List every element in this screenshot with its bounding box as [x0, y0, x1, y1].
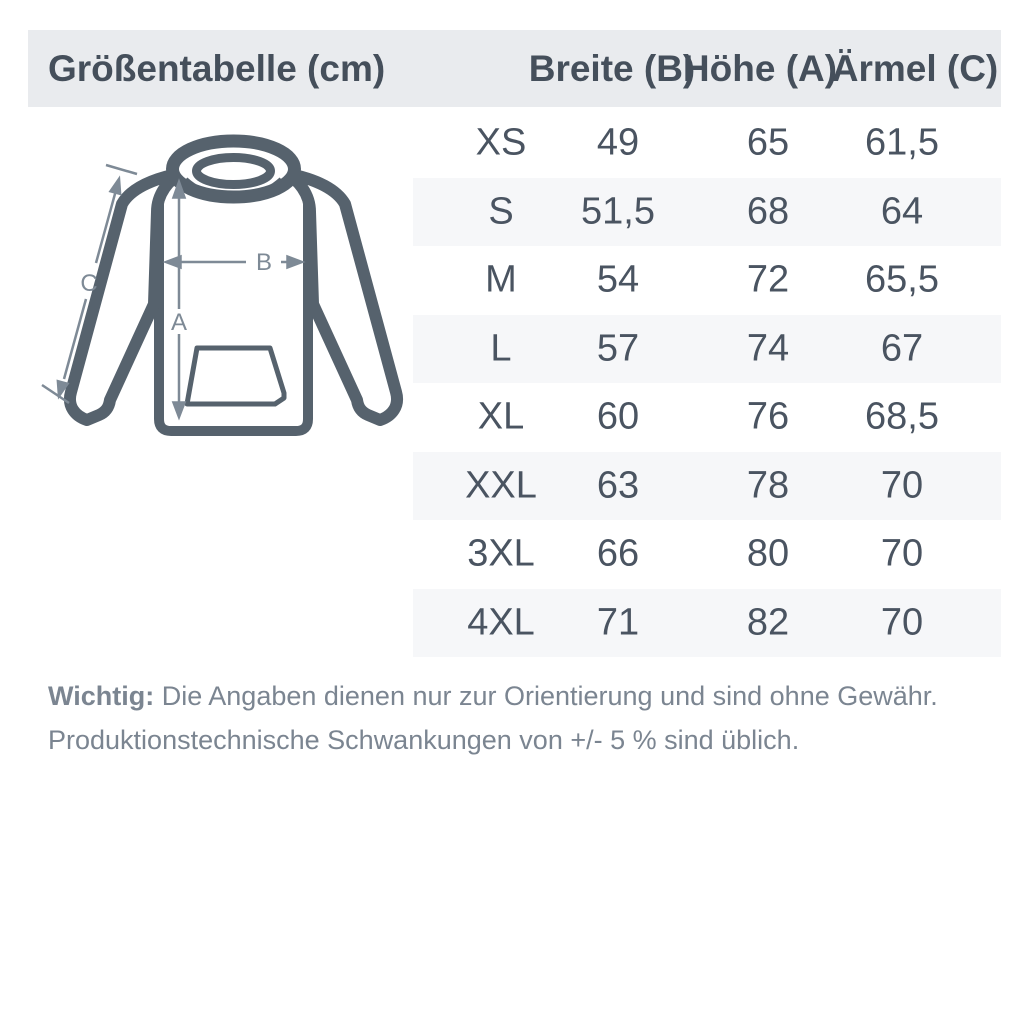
chart-title: Größentabelle (cm)	[48, 47, 386, 89]
breite-cell: 54	[596, 258, 640, 301]
size-cell: XXL	[465, 464, 537, 507]
hoehe-cell: 78	[746, 464, 790, 507]
aermel-cell: 68,5	[865, 395, 939, 438]
hoodie-diagram	[40, 120, 420, 450]
size-cell: 3XL	[467, 532, 535, 575]
table-row	[413, 178, 1001, 247]
size-cell: S	[488, 190, 514, 233]
aermel-cell: 61,5	[865, 121, 939, 164]
breite-cell: 66	[596, 532, 640, 575]
aermel-cell: 70	[880, 532, 924, 575]
table-row	[413, 246, 1001, 315]
size-cell: L	[490, 327, 512, 370]
breite-cell: 49	[596, 121, 640, 164]
size-table	[413, 109, 1001, 657]
aermel-cell: 65,5	[865, 258, 939, 301]
hood-inner	[197, 158, 271, 185]
table-row	[413, 315, 1001, 384]
disclaimer-line1: Die Angaben dienen nur zur Orientierung und sind ohne Gewähr.	[161, 681, 938, 711]
disclaimer-line2: Produktionstechnische Schwankungen von +/- 5 % sind üblich.	[48, 725, 800, 755]
table-row	[413, 452, 1001, 521]
hoehe-cell: 72	[746, 258, 790, 301]
aermel-cell: 67	[880, 327, 924, 370]
hoehe-cell: 68	[746, 190, 790, 233]
breite-cell: 71	[596, 601, 640, 644]
hoehe-cell: 82	[746, 601, 790, 644]
dimension-label-a: A	[170, 309, 188, 336]
hoehe-cell: 76	[746, 395, 790, 438]
breite-cell: 57	[596, 327, 640, 370]
hoehe-cell: 80	[746, 532, 790, 575]
breite-cell: 60	[596, 395, 640, 438]
table-row	[413, 109, 1001, 178]
hoehe-cell: 65	[746, 121, 790, 164]
aermel-cell: 70	[880, 601, 924, 644]
hoehe-cell: 74	[746, 327, 790, 370]
column-header-breite: Breite (B)	[528, 47, 696, 89]
size-cell: 4XL	[467, 601, 535, 644]
table-header-band	[28, 30, 1001, 107]
size-cell: XS	[475, 121, 527, 164]
disclaimer-label: Wichtig:	[48, 681, 155, 711]
dimension-label-b: B	[255, 249, 273, 276]
hoodie-pocket	[187, 348, 284, 404]
table-row	[413, 589, 1001, 658]
breite-cell: 51,5	[581, 190, 655, 233]
aermel-cell: 70	[880, 464, 924, 507]
table-row	[413, 520, 1001, 589]
column-header-hoehe: Höhe (A)	[682, 47, 838, 89]
aermel-cell: 64	[880, 190, 924, 233]
disclaimer-note	[48, 674, 978, 762]
table-row	[413, 383, 1001, 452]
size-cell: M	[485, 258, 517, 301]
column-header-aermel: Ärmel (C)	[831, 47, 999, 89]
dimension-label-c: C	[80, 270, 98, 297]
size-cell: XL	[477, 395, 525, 438]
breite-cell: 63	[596, 464, 640, 507]
